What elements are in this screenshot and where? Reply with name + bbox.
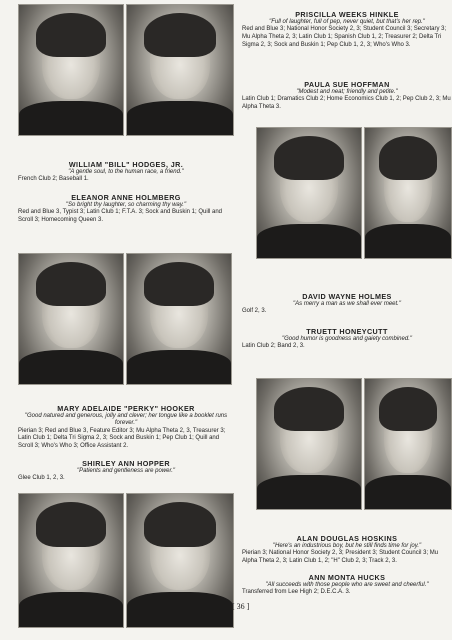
student-activities: Golf 2, 3. (242, 308, 267, 315)
student-activities: Transferred from Lee High 2; D.E.C.A. 3. (242, 589, 351, 596)
student-activities: Red and Blue 3; National Honor Society 2, 3; Student Council 3; Secretary 3; Mu Alpha Theta 2, 3; Latin Club 1; Spanish Club 1, 2; Treasurer 2; Delta Tri Sigma 2, 3; Sock and Buskin 1; Pep Club 1, 2, 3; Who's Who 3. (242, 26, 447, 48)
student-activities: French Club 2; Baseball 1. (18, 176, 89, 183)
student-entry-shirley-hopper (18, 459, 234, 483)
student-quote: "Good natured and generous, jolly and clever; her tongue like a booklet runs forever." (24, 413, 228, 427)
photo-shirley-hopper (364, 378, 452, 510)
photo-truett-honeycutt (126, 253, 232, 385)
student-quote: "Good humor is goodness and gaiety combined." (281, 336, 412, 342)
student-name: MARY ADELAIDE "PERKY" HOOKER (57, 404, 195, 413)
student-entry-alan-hoskins (242, 534, 452, 566)
student-quote: "Modest and neat; friendly and petite." (296, 89, 398, 95)
photo-alan-hoskins (18, 493, 124, 628)
student-quote: "As merry a man as we shall ever meet." (293, 301, 401, 307)
student-entry-paula-hoffman (242, 80, 452, 112)
student-quote: "A gentle soul, to the human race, a friend." (68, 169, 184, 175)
photo-priscilla-hinkle (18, 4, 124, 136)
student-name: PAULA SUE HOFFMAN (304, 80, 390, 89)
student-entry-priscilla-hinkle (242, 10, 452, 49)
photo-william-hodges (256, 127, 362, 259)
photo-david-holmes (18, 253, 124, 385)
student-activities: Latin Club 2; Band 2, 3. (242, 343, 305, 350)
photo-mary-hooker (256, 378, 362, 510)
photo-paula-hoffman (126, 4, 234, 136)
student-name: SHIRLEY ANN HOPPER (82, 459, 170, 468)
student-entry-ann-hucks (242, 573, 452, 597)
photo-eleanor-holmberg (364, 127, 452, 259)
student-entry-william-hodges (18, 160, 234, 184)
student-quote: "Patients and gentleness are power." (76, 468, 176, 474)
student-name: TRUETT HONEYCUTT (306, 327, 388, 336)
student-name: WILLIAM "BILL" HODGES, JR. (68, 160, 184, 169)
page-number: [ 36 ] (232, 602, 250, 611)
student-name: ELEANOR ANNE HOLMBERG (71, 193, 181, 202)
student-name: ALAN DOUGLAS HOSKINS (296, 534, 398, 543)
student-entry-david-holmes (242, 292, 452, 316)
student-name: PRISCILLA WEEKS HINKLE (295, 10, 399, 19)
student-entry-truett-honeycutt (242, 327, 452, 351)
student-quote: "All succeeds with those people who are sweet and cheerful." (265, 582, 429, 588)
student-quote: "Full of laughter, full of pep, never quiet, but that's her rep." (269, 19, 425, 25)
student-activities: Red and Blue 3, Typist 3; Latin Club 1; F.T.A. 3; Sock and Buskin 1; Quill and Scroll 3; Homecoming Queen 3. (18, 209, 223, 223)
photo-ann-hucks (126, 493, 234, 628)
student-activities: Glee Club 1, 2, 3. (18, 475, 65, 482)
student-entry-eleanor-holmberg (18, 193, 234, 225)
student-name: DAVID WAYNE HOLMES (302, 292, 392, 301)
student-name: ANN MONTA HUCKS (308, 573, 386, 582)
student-quote: "Here's an industrious boy, but he still finds time for joy." (272, 543, 422, 549)
student-activities: Latin Club 1; Dramatics Club 2; Home Economics Club 1, 2; Pep Club 2, 3; Mu Alpha Theta 3. (242, 96, 451, 110)
student-activities: Pierian 3; National Honor Society 2, 3; President 3; Student Council 3; Mu Alpha Theta 2, 3; Latin Club 1, 2; "H" Club 2, 3; Track 2, 3. (242, 550, 439, 564)
student-activities: Pierian 3; Red and Blue 3, Feature Editor 3; Mu Alpha Theta 2, 3, Treasurer 3; Latin Club 1; Delta Tri Sigma 2, 3; Sock and Buskin 1; Pep Club 1; Quill and Scroll 3; Who's Who 3; Office Assistant 2. (18, 427, 226, 449)
student-entry-mary-hooker (18, 404, 234, 451)
student-quote: "So bright thy laughter, so charming thy way." (65, 202, 187, 208)
